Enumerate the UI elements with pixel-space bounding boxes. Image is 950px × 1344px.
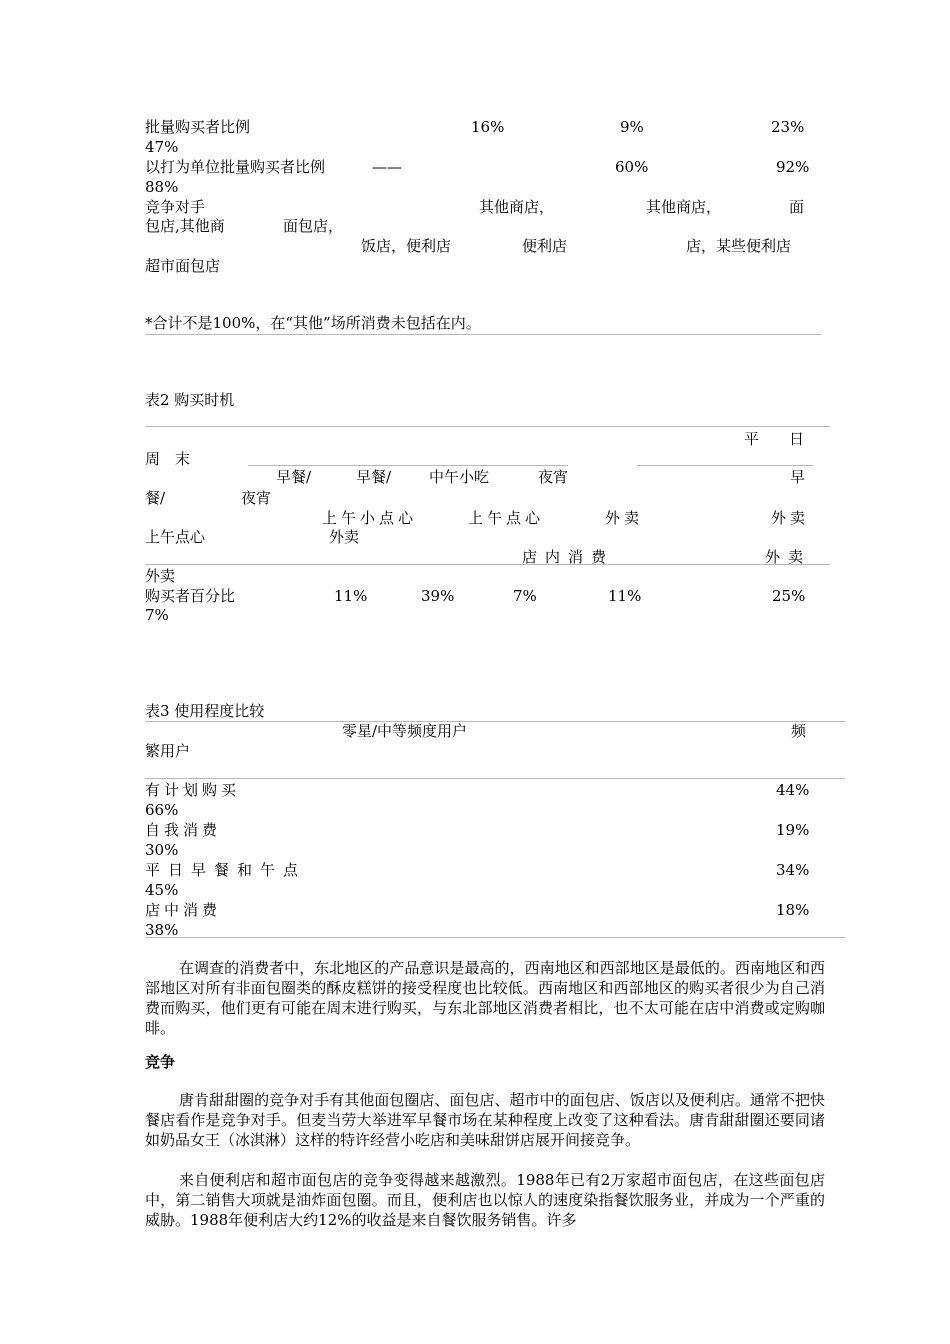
header-dine-in: 店内消费	[522, 548, 615, 566]
row-buyer-pct-v5: 25%	[772, 587, 806, 605]
row-planned-label: 有计划购买	[145, 781, 241, 799]
row-dozen-v2: 60%	[615, 158, 649, 176]
header-breakfast-1: 早餐/	[276, 468, 312, 486]
row-buyer-pct-v3: 7%	[513, 587, 537, 605]
row-comp-wrap-c: 超市面包店	[145, 257, 221, 275]
row-planned-v2: 66%	[145, 801, 179, 819]
row-bulk-label: 批量购买者比例	[145, 118, 251, 136]
paragraph-regional: 在调查的消费者中，东北地区的产品意识是最高的，西南地区和西部地区是最低的。西南地区和西部地区对所有非面包圈类的酥皮糕饼的接受程度也比较低。西南地区和西部地区的购买者很少为自己消费而购买，他们更有可能在周末进行购买，与东北部地区消费者相比，也不太可能在店中消费或定购咖啡。	[145, 959, 825, 1037]
header-night-snack: 夜宵	[538, 468, 569, 486]
row-comp-c3-l2: 店，某些便利店	[686, 237, 792, 255]
row-comp-label: 竞争对手	[145, 198, 206, 216]
header-breakfast-3: 早	[790, 468, 806, 486]
table3-header-rule	[145, 778, 845, 779]
header-morning-snack-3: 上午点心	[145, 528, 206, 546]
row-buyer-pct-v2: 39%	[421, 587, 455, 605]
row-bulk-v3: 23%	[771, 118, 805, 136]
section-heading-competition: 竞争	[145, 1053, 176, 1071]
weekend-group-rule	[248, 465, 568, 466]
header-takeout-5: 外卖	[145, 567, 176, 585]
row-comp-wrap-a: 包店,其他商	[145, 217, 225, 235]
header-lunch-snack: 中午小吃	[429, 468, 490, 486]
row-comp-c2-l1: 其他商店，	[646, 198, 722, 216]
row-weekday-v2: 45%	[145, 881, 179, 899]
row-dozen-dash: ——	[372, 158, 402, 176]
header-takeout-1: 外卖	[605, 509, 644, 527]
header-heavy-users-a: 频	[791, 722, 807, 740]
table1-footnote: *合计不是100%，在“其他”场所消费未包括在内。	[145, 314, 481, 332]
paragraph-competitors: 唐肯甜甜圈的竞争对手有其他面包圈店、面包店、超市中的面包店、饭店以及便利店。通常不把快餐店看作是竞争对手。但麦当劳大举进军早餐市场在某种程度上改变了这种看法。唐肯甜甜圈还要同诸如奶品女王（冰淇淋）这样的特许经营小吃店和美味甜饼店展开间接竞争。	[145, 1091, 825, 1149]
header-takeout-3: 外卖	[329, 528, 360, 546]
table3-title: 表3 使用程度比较	[145, 702, 265, 720]
row-instore-v1: 18%	[776, 901, 810, 919]
table1-bottom-rule	[145, 334, 821, 335]
row-self-label: 自我消费	[145, 821, 222, 839]
row-comp-c3-l1: 面	[789, 198, 805, 216]
row-instore-label: 店中消费	[145, 901, 222, 919]
row-buyer-pct-v4: 11%	[608, 587, 642, 605]
header-weekday: 平 日	[744, 430, 805, 448]
header-weekend: 周 末	[145, 450, 191, 468]
row-comp-c1-l2: 饭店，便利店	[361, 237, 452, 255]
table3-bottom-rule	[145, 937, 845, 938]
header-takeout-2: 外卖	[771, 509, 810, 527]
table2-header-rule	[145, 564, 830, 565]
table2-top-rule	[145, 426, 830, 427]
header-morning-snack-1: 上午小点心	[322, 509, 418, 527]
header-morning-snack-2: 上午点心	[468, 509, 545, 527]
header-light-users: 零星/中等频度用户	[342, 722, 468, 740]
paragraph-convenience: 来自便利店和超市面包店的竞争变得越来越激烈。1988年已有2万家超市面包店，在这些面包店中，第二销售大项就是油炸面包圈。而且，便利店也以惊人的速度染指餐饮服务业，并成为一个严重的威胁。1988年便利店大约12%的收益是来自餐饮服务销售。许多	[145, 1171, 825, 1229]
row-buyer-pct-v1: 11%	[334, 587, 368, 605]
row-dozen-label: 以打为单位批量购买者比例	[145, 158, 326, 176]
header-breakfast-3b: 餐/	[145, 489, 166, 507]
row-dozen-v3: 92%	[776, 158, 810, 176]
row-bulk-v4: 47%	[145, 138, 179, 156]
row-planned-v1: 44%	[776, 781, 810, 799]
row-self-v1: 19%	[776, 821, 810, 839]
row-comp-c1-l1: 其他商店，	[479, 198, 555, 216]
table3-top-rule	[145, 721, 845, 722]
row-weekday-label: 平日早餐和午点	[145, 861, 307, 879]
row-instore-v2: 38%	[145, 921, 179, 939]
row-bulk-v1: 16%	[471, 118, 505, 136]
row-weekday-v1: 34%	[776, 861, 810, 879]
row-comp-c2-l2: 便利店	[522, 237, 568, 255]
header-heavy-users-b: 繁用户	[145, 742, 191, 760]
row-dozen-v4: 88%	[145, 178, 179, 196]
table2-title: 表2 购买时机	[145, 391, 235, 409]
weekday-group-rule	[637, 465, 813, 466]
row-comp-wrap-b: 面包店，	[283, 217, 344, 235]
header-breakfast-2: 早餐/	[356, 468, 392, 486]
row-buyer-pct-v6: 7%	[145, 606, 169, 624]
header-takeout-4: 外卖	[765, 548, 812, 566]
row-buyer-pct-label: 购买者百分比	[145, 587, 236, 605]
row-self-v2: 30%	[145, 841, 179, 859]
row-bulk-v2: 9%	[620, 118, 644, 136]
header-night-snack-2: 夜宵	[241, 489, 272, 507]
